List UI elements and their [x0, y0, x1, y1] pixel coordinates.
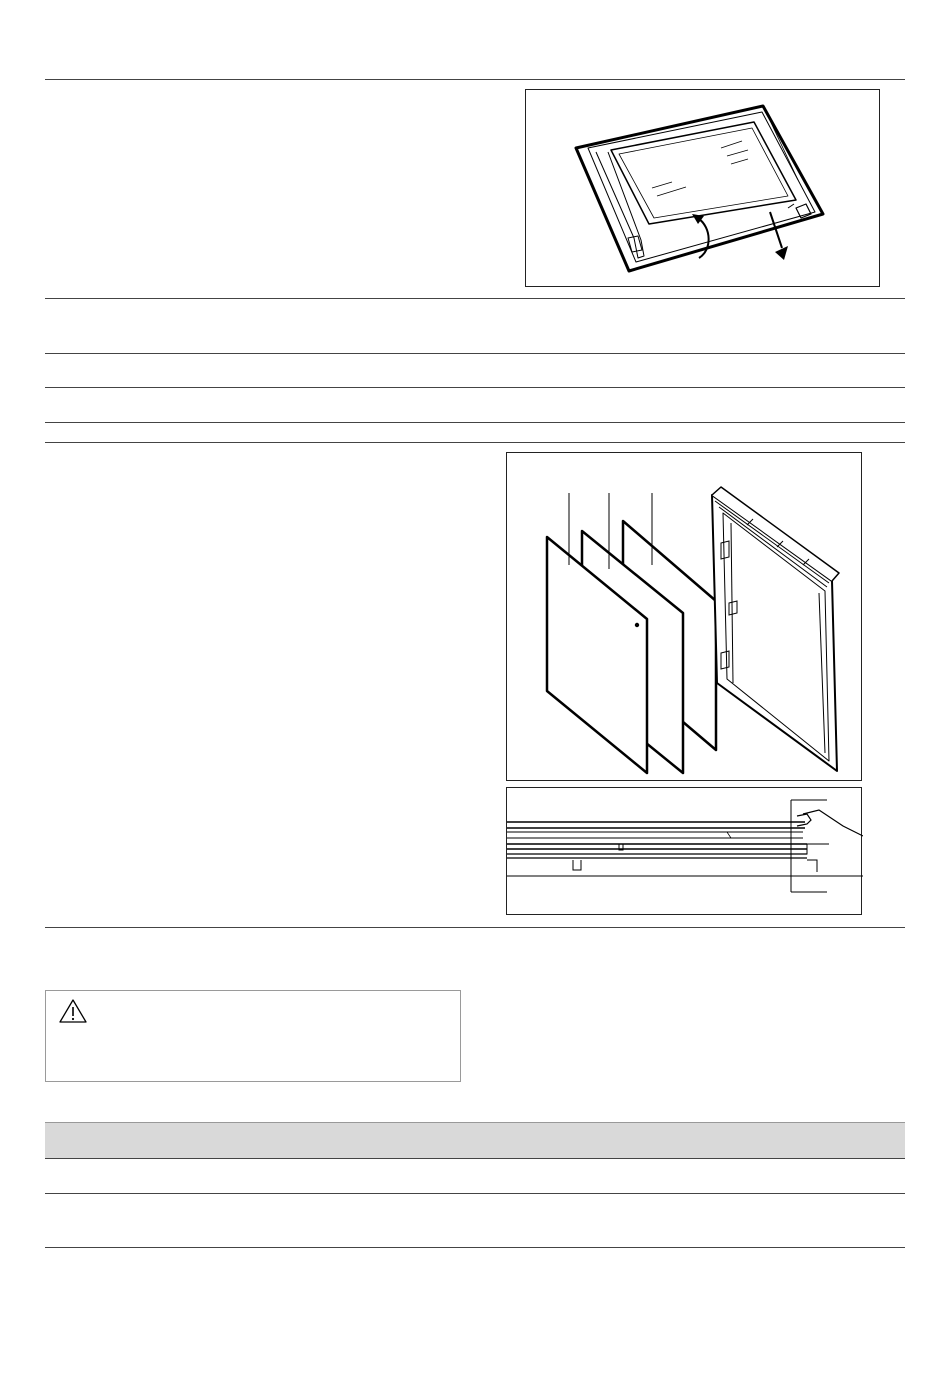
section-divider	[45, 927, 905, 928]
table-header	[45, 1122, 905, 1159]
door-glass-section-icon	[507, 788, 863, 916]
table-row-divider	[45, 1247, 905, 1248]
section-divider	[45, 79, 905, 80]
door-removal-figure	[525, 89, 880, 287]
warning-notice	[45, 990, 461, 1082]
section-divider	[45, 353, 905, 354]
table-row-divider	[45, 1193, 905, 1194]
section-divider	[45, 442, 905, 443]
section-divider	[45, 298, 905, 299]
oven-door-removal-icon	[526, 90, 881, 288]
glass-panes-exploded-figure	[506, 452, 862, 781]
section-divider	[45, 422, 905, 423]
door-glass-panes-icon	[507, 453, 863, 782]
warning-triangle-icon	[58, 998, 88, 1024]
section-divider	[45, 387, 905, 388]
glass-panes-cross-section-figure	[506, 787, 862, 915]
